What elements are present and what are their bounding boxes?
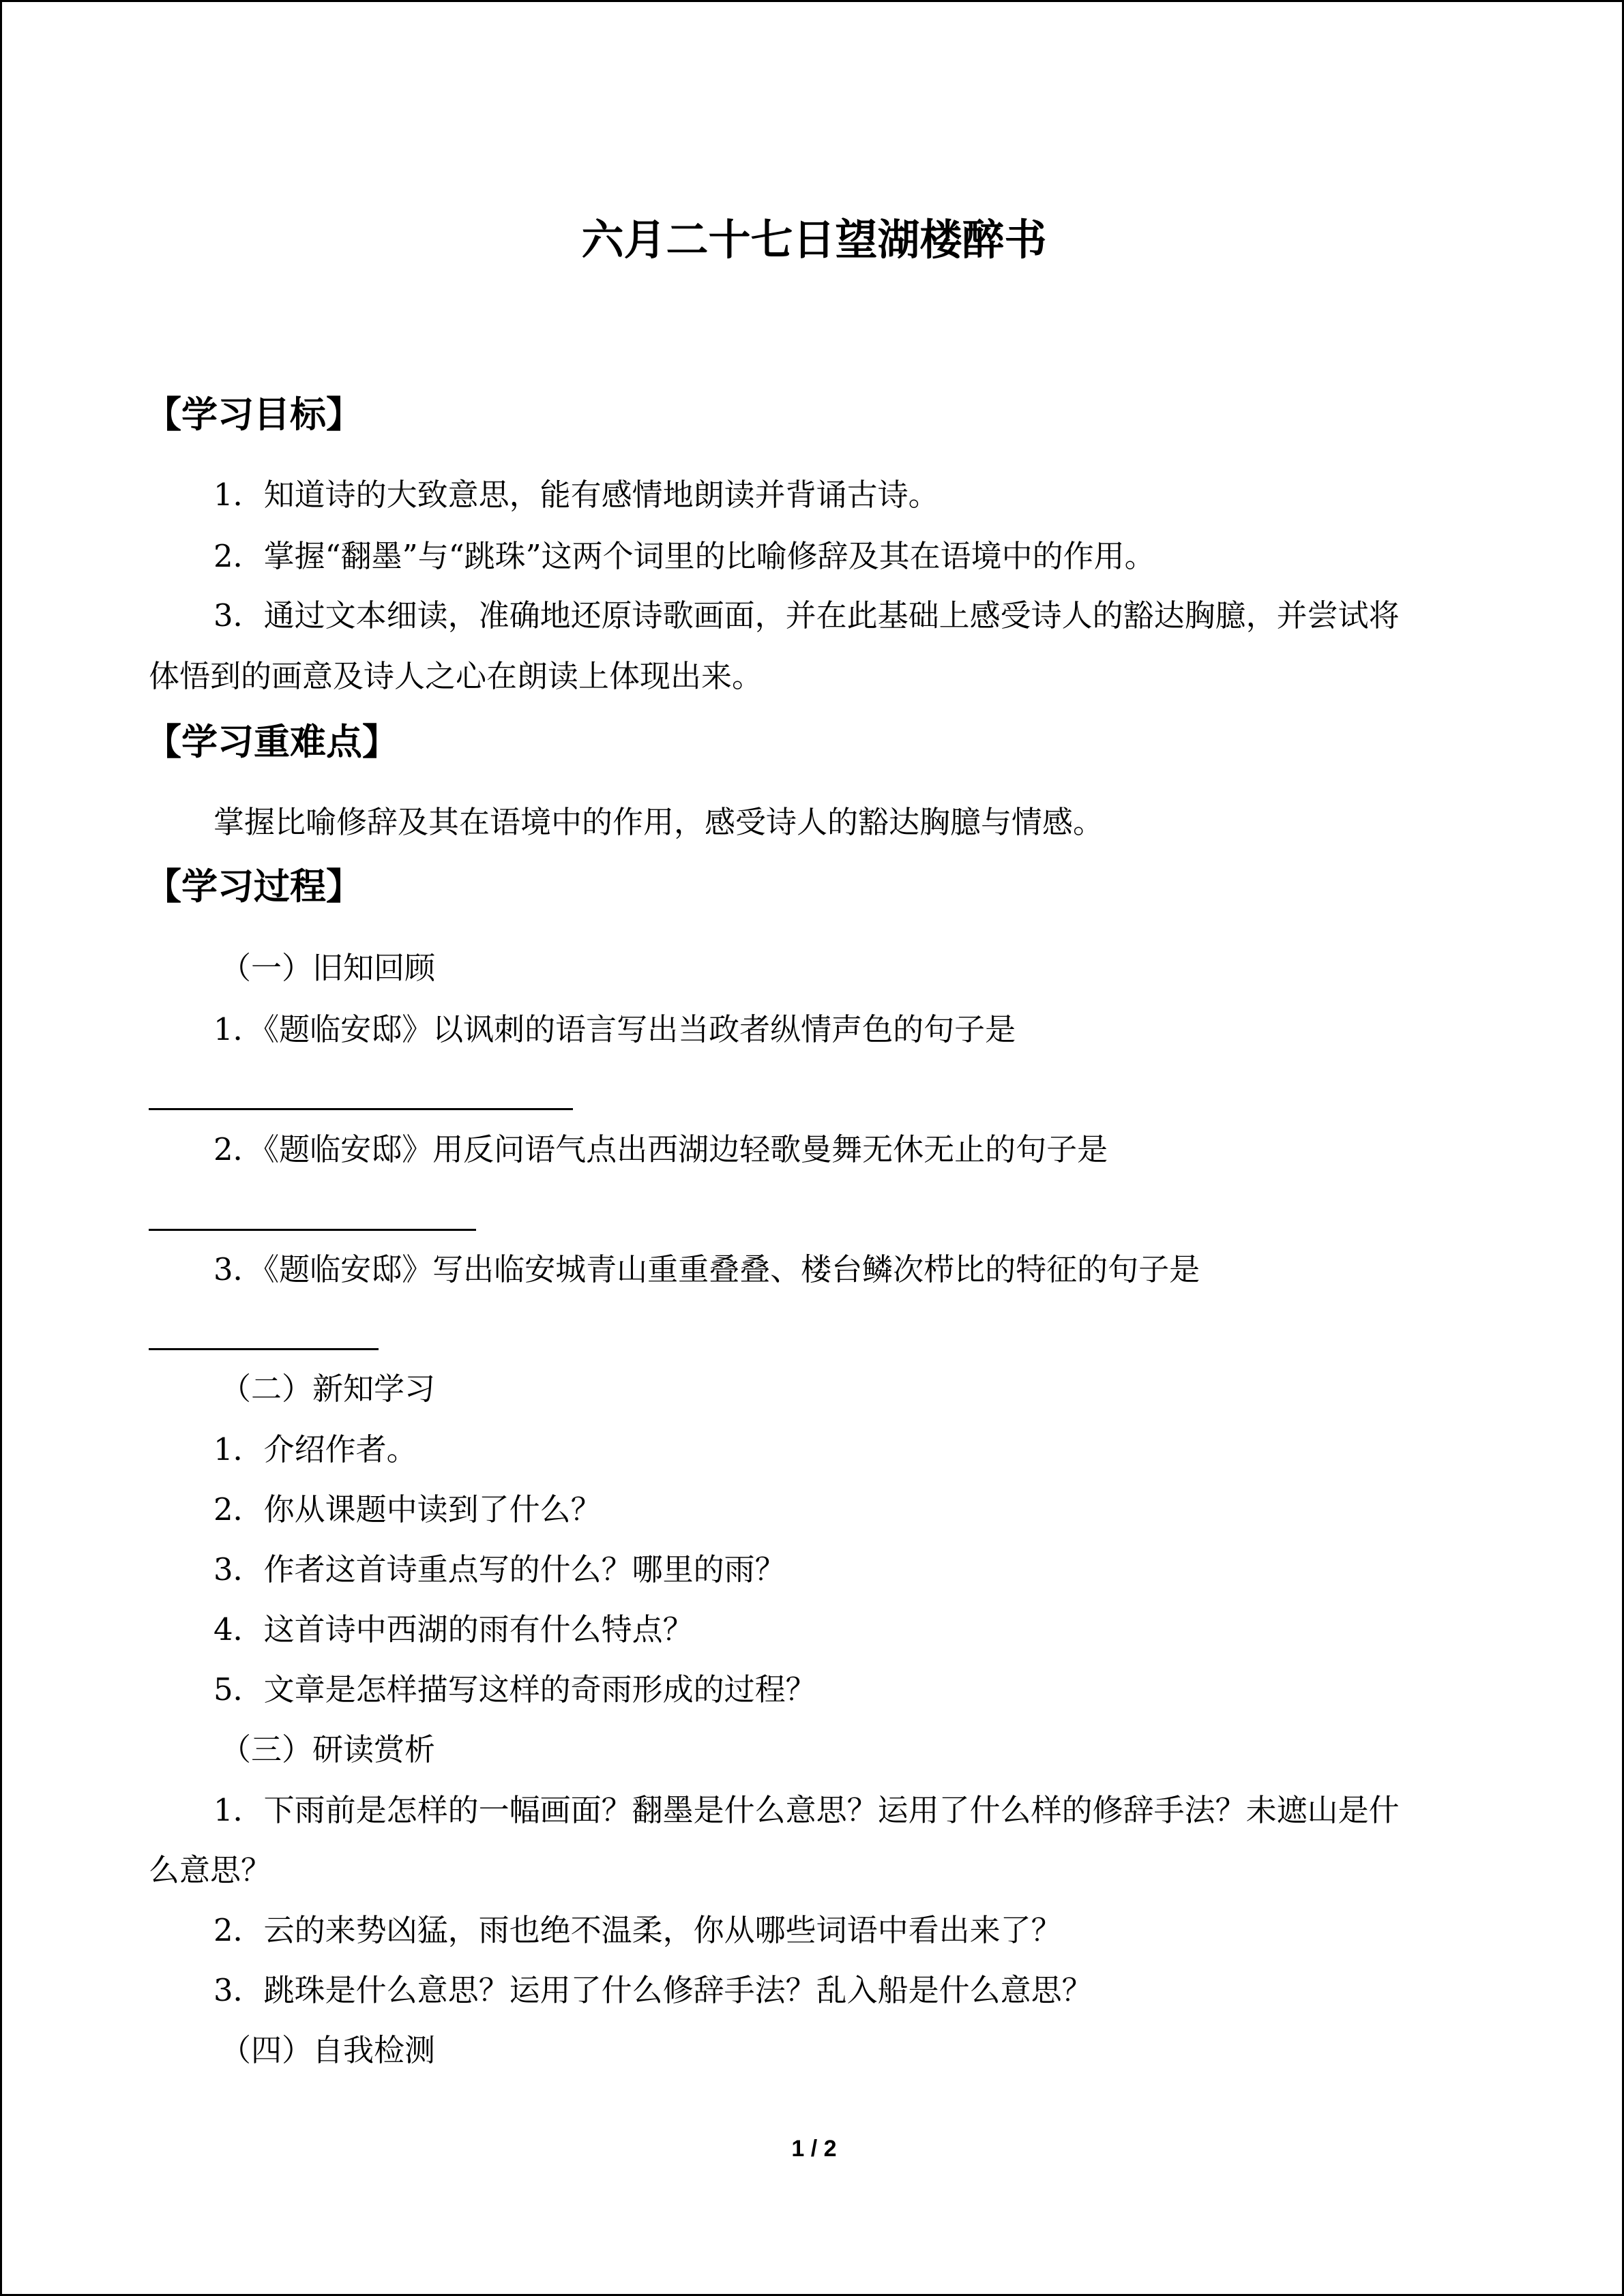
section-heading-goals: 【学习目标】: [145, 394, 362, 436]
review-item: 2．《题临安邸》用反问语气点出西湖边轻歌曼舞无休无止的句子是: [213, 1131, 1108, 1167]
new-learning-item: 4．这首诗中西湖的雨有什么特点？: [213, 1611, 694, 1648]
analysis-item: 1．下雨前是怎样的一幅画面？翻墨是什么意思？运用了什么样的修辞手法？未遮山是什: [213, 1792, 1400, 1828]
analysis-item: 3．跳珠是什么意思？运用了什么修辞手法？乱入船是什么意思？: [213, 1972, 1093, 2008]
goal-item: 2．掌握“翻墨”与“跳珠”这两个词里的比喻修辞及其在语境中的作用。: [213, 538, 1155, 574]
section-heading-key-points: 【学习重难点】: [145, 721, 398, 763]
review-item: 1．《题临安邸》以讽刺的语言写出当政者纵情声色的句子是: [213, 1011, 1016, 1047]
subsection-label-self-test: （四）自我检测: [220, 2032, 436, 2068]
new-learning-item: 2．你从课题中读到了什么？: [213, 1491, 602, 1527]
goal-item: 1．知道诗的大致意思，能有感情地朗读并背诵古诗。: [213, 477, 939, 513]
answer-blank: [149, 1108, 573, 1110]
section-heading-process: 【学习过程】: [145, 866, 362, 908]
key-points-text: 掌握比喻修辞及其在语境中的作用，感受诗人的豁达胸臆与情感。: [213, 804, 1104, 840]
document-title: 六月二十七日望湖楼醉书: [581, 215, 1047, 265]
new-learning-item: 3．作者这首诗重点写的什么？哪里的雨？: [213, 1551, 786, 1587]
new-learning-item: 1．介绍作者。: [213, 1431, 417, 1467]
analysis-item-continuation: 么意思？: [149, 1852, 272, 1888]
subsection-label-review: （一）旧知回顾: [220, 950, 436, 986]
review-item: 3．《题临安邸》写出临安城青山重重叠叠、楼台鳞次栉比的特征的句子是: [213, 1251, 1200, 1287]
goal-item-continuation: 体悟到的画意及诗人之心在朗读上体现出来。: [149, 658, 763, 694]
answer-blank: [149, 1348, 379, 1350]
goal-item: 3．通过文本细读，准确地还原诗歌画面，并在此基础上感受诗人的豁达胸臆，并尝试将: [213, 597, 1400, 633]
subsection-label-analysis: （三）研读赏析: [220, 1731, 436, 1768]
answer-blank: [149, 1229, 476, 1231]
subsection-label-new-learning: （二）新知学习: [220, 1371, 436, 1407]
page-number: 1 / 2: [791, 2136, 837, 2162]
analysis-item: 2．云的来势凶猛，雨也绝不温柔，你从哪些词语中看出来了？: [213, 1912, 1062, 1948]
new-learning-item: 5．文章是怎样描写这样的奇雨形成的过程？: [213, 1671, 816, 1708]
